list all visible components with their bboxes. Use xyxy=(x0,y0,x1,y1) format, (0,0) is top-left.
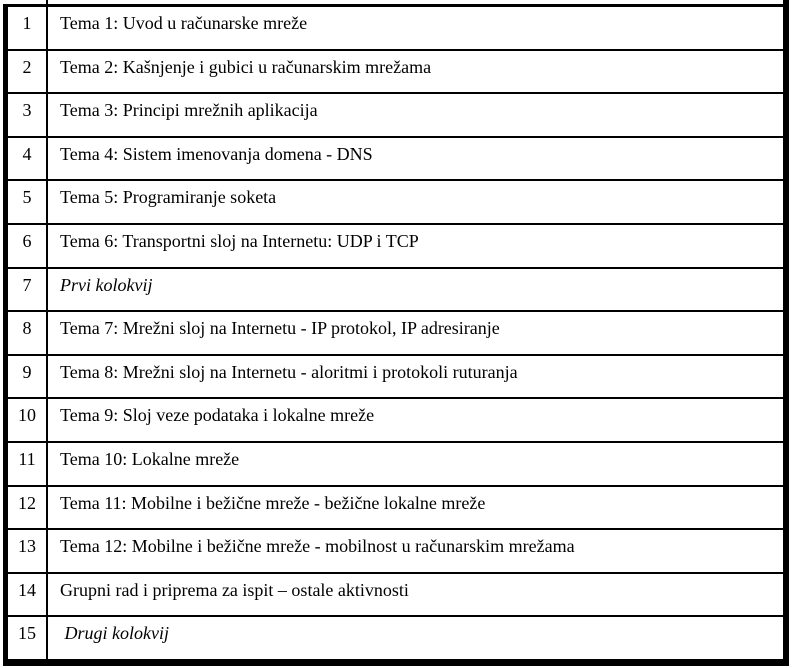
table-row xyxy=(8,443,783,487)
row-topic: Tema 11: Mobilne i bežične mreže - bežične lokalne mreže xyxy=(60,492,486,513)
row-topic: Grupni rad i priprema za ispit – ostale aktivnosti xyxy=(60,579,409,600)
row-number: 8 xyxy=(8,312,48,354)
row-topic: Prvi kolokvij xyxy=(60,274,153,295)
row-number: 3 xyxy=(8,94,48,136)
row-number: 10 xyxy=(8,399,48,441)
table-row xyxy=(8,51,783,95)
table-row xyxy=(8,181,783,225)
table-row xyxy=(8,94,783,138)
row-topic: Tema 2: Kašnjenje i gubici u računarskim mrežama xyxy=(60,56,432,77)
row-number: 14 xyxy=(8,574,48,616)
table-row xyxy=(8,487,783,531)
row-number: 2 xyxy=(8,51,48,93)
table-row xyxy=(8,269,783,313)
table-row xyxy=(8,617,783,659)
table-row xyxy=(8,138,783,182)
row-topic: Tema 1: Uvod u računarske mreže xyxy=(60,13,308,33)
row-number: 6 xyxy=(8,225,48,267)
row-number: 4 xyxy=(8,138,48,180)
row-topic: Tema 5: Programiranje soketa xyxy=(60,187,277,208)
row-topic: Tema 3: Principi mrežnih aplikacija xyxy=(60,100,318,121)
row-topic: Tema 12: Mobilne i bežične mreže - mobilnost u računarskim mrežama xyxy=(60,536,575,557)
table-row xyxy=(8,312,783,356)
row-number: 15 xyxy=(8,617,48,659)
row-topic: Tema 7: Mrežni sloj na Internetu - IP protokol, IP adresiranje xyxy=(60,318,500,339)
row-number: 9 xyxy=(8,356,48,398)
row-topic: Tema 4: Sistem imenovanja domena - DNS xyxy=(60,143,373,164)
table-row xyxy=(8,399,783,443)
table-row xyxy=(8,7,783,51)
table-row xyxy=(8,574,783,618)
row-number: 1 xyxy=(8,7,48,49)
row-topic: Tema 10: Lokalne mreže xyxy=(60,448,240,469)
table-row xyxy=(8,530,783,574)
table-row xyxy=(8,225,783,269)
row-topic: Tema 8: Mrežni sloj na Internetu - aloritmi i protokoli ruturanja xyxy=(60,361,518,382)
row-number: 11 xyxy=(8,443,48,485)
row-topic: Tema 6: Transportni sloj na Internetu: UDP i TCP xyxy=(60,230,419,251)
row-topic: Drugi kolokvij xyxy=(60,623,169,644)
row-topic: Tema 9: Sloj veze podataka i lokalne mreže xyxy=(60,405,375,426)
row-number: 7 xyxy=(8,269,48,311)
row-number: 5 xyxy=(8,181,48,223)
table-row xyxy=(8,356,783,400)
row-number: 13 xyxy=(8,530,48,572)
row-number: 12 xyxy=(8,487,48,529)
schedule-table xyxy=(3,4,789,666)
